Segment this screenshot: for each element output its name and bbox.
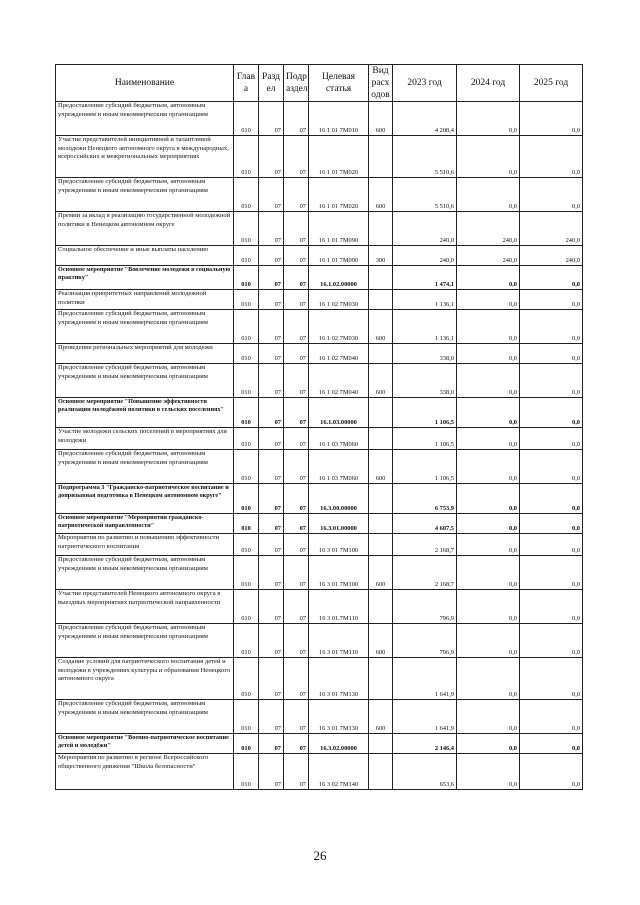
row-2025: 0,0 bbox=[520, 398, 583, 428]
row-glava: 010 bbox=[234, 556, 259, 590]
row-name: Создание условий для патриотического воспитания детей и молодежи в учреждениях культуры и образования Ненецкого автономного округа bbox=[56, 658, 234, 700]
row-2025: 0,0 bbox=[520, 658, 583, 700]
row-name: Предоставление субсидий бюджетным, автономным учреждениям и иным некоммерческим организациям bbox=[56, 450, 234, 484]
row-glava: 010 bbox=[234, 700, 259, 734]
row-2023: 4 607,5 bbox=[393, 514, 457, 534]
table-row bbox=[56, 428, 583, 450]
row-razdel: 07 bbox=[259, 178, 284, 212]
row-expense-type bbox=[369, 344, 393, 364]
row-name: Подпрограмма 3 "Гражданско-патриотическое воспитание и допризывная подготовка в Ненецком автономном округе" bbox=[56, 484, 234, 514]
row-razdel: 07 bbox=[259, 428, 284, 450]
row-razdel: 07 bbox=[259, 310, 284, 344]
row-2024: 0,0 bbox=[457, 514, 520, 534]
row-expense-type: 600 bbox=[369, 700, 393, 734]
table-row bbox=[56, 514, 583, 534]
row-name: Участие представителей инициативной и талантливой молодежи Ненецкого автономного округа в международных, всероссийских и межрегиональных мероприятиях bbox=[56, 136, 234, 178]
row-name: Мероприятия по развитию и повышению эффективности патриотического воспитания bbox=[56, 534, 234, 556]
row-podrazdel: 07 bbox=[284, 364, 309, 398]
row-2024: 0,0 bbox=[457, 734, 520, 754]
row-razdel: 07 bbox=[259, 398, 284, 428]
header-target-article: Целевая статья bbox=[309, 65, 369, 102]
row-2025: 0,0 bbox=[520, 364, 583, 398]
row-glava: 010 bbox=[234, 734, 259, 754]
row-podrazdel: 07 bbox=[284, 344, 309, 364]
row-expense-type bbox=[369, 484, 393, 514]
row-name: Участие представителей Ненецкого автономного округа в выездных мероприятиях патриотической направленности bbox=[56, 590, 234, 624]
row-expense-type: 300 bbox=[369, 246, 393, 266]
row-expense-type bbox=[369, 590, 393, 624]
table-row bbox=[56, 102, 583, 136]
row-name: Мероприятия по развитию в регионе Всероссийского общественного движения "Школа безопасности" bbox=[56, 754, 234, 790]
row-razdel: 07 bbox=[259, 266, 284, 290]
table-row bbox=[56, 266, 583, 290]
row-target-article: 16.3.02.00000 bbox=[309, 734, 369, 754]
row-2024: 0,0 bbox=[457, 310, 520, 344]
header-2024: 2024 год bbox=[457, 65, 520, 102]
row-2025: 0,0 bbox=[520, 290, 583, 310]
row-target-article: 16.3.00.00000 bbox=[309, 484, 369, 514]
table-row bbox=[56, 310, 583, 344]
row-2025: 0,0 bbox=[520, 344, 583, 364]
row-2023: 338,0 bbox=[393, 364, 457, 398]
row-2024: 240,0 bbox=[457, 246, 520, 266]
row-target-article: 16 1 02 7М040 bbox=[309, 364, 369, 398]
row-glava: 010 bbox=[234, 754, 259, 790]
row-2025: 0,0 bbox=[520, 310, 583, 344]
row-expense-type bbox=[369, 136, 393, 178]
row-2024: 0,0 bbox=[457, 484, 520, 514]
row-podrazdel: 07 bbox=[284, 266, 309, 290]
header-glava: Глав а bbox=[234, 65, 259, 102]
row-glava: 010 bbox=[234, 534, 259, 556]
table-row bbox=[56, 212, 583, 246]
header-2025: 2025 год bbox=[520, 65, 583, 102]
row-podrazdel: 07 bbox=[284, 246, 309, 266]
row-target-article: 16.1.02.00000 bbox=[309, 266, 369, 290]
row-target-article: 16.1.03.00000 bbox=[309, 398, 369, 428]
row-target-article: 16 3 01 7М130 bbox=[309, 658, 369, 700]
table-row bbox=[56, 246, 583, 266]
row-2024: 0,0 bbox=[457, 266, 520, 290]
row-razdel: 07 bbox=[259, 658, 284, 700]
row-2023: 1 641,9 bbox=[393, 700, 457, 734]
row-2025: 240,0 bbox=[520, 212, 583, 246]
row-razdel: 07 bbox=[259, 590, 284, 624]
row-podrazdel: 07 bbox=[284, 514, 309, 534]
table-row bbox=[56, 734, 583, 754]
row-2023: 653,6 bbox=[393, 754, 457, 790]
row-glava: 010 bbox=[234, 102, 259, 136]
row-2023: 1 136,1 bbox=[393, 290, 457, 310]
page-number: 26 bbox=[313, 848, 327, 863]
row-razdel: 07 bbox=[259, 556, 284, 590]
row-razdel: 07 bbox=[259, 102, 284, 136]
row-2025: 0,0 bbox=[520, 514, 583, 534]
row-target-article: 16 1 01 7М010 bbox=[309, 102, 369, 136]
row-2025: 0,0 bbox=[520, 484, 583, 514]
row-2023: 796,9 bbox=[393, 624, 457, 658]
row-podrazdel: 07 bbox=[284, 624, 309, 658]
row-expense-type: 600 bbox=[369, 450, 393, 484]
row-2025: 0,0 bbox=[520, 700, 583, 734]
row-2025: 0,0 bbox=[520, 734, 583, 754]
row-2025: 240,0 bbox=[520, 246, 583, 266]
table-row bbox=[56, 344, 583, 364]
row-razdel: 07 bbox=[259, 136, 284, 178]
table-row bbox=[56, 590, 583, 624]
row-target-article: 16.3.01.00000 bbox=[309, 514, 369, 534]
table-row bbox=[56, 624, 583, 658]
row-2025: 0,0 bbox=[520, 556, 583, 590]
row-podrazdel: 07 bbox=[284, 136, 309, 178]
row-expense-type: 600 bbox=[369, 178, 393, 212]
row-podrazdel: 07 bbox=[284, 310, 309, 344]
row-razdel: 07 bbox=[259, 734, 284, 754]
row-podrazdel: 07 bbox=[284, 450, 309, 484]
row-razdel: 07 bbox=[259, 624, 284, 658]
row-2025: 0,0 bbox=[520, 590, 583, 624]
row-glava: 010 bbox=[234, 290, 259, 310]
row-name: Предоставление субсидий бюджетным, автономным учреждениям и иным некоммерческим организациям bbox=[56, 624, 234, 658]
row-2024: 240,0 bbox=[457, 212, 520, 246]
row-2023: 1 474,1 bbox=[393, 266, 457, 290]
row-2024: 0,0 bbox=[457, 428, 520, 450]
row-target-article: 16 1 01 7М020 bbox=[309, 178, 369, 212]
row-name: Предоставление субсидий бюджетным, автономным учреждениям и иным некоммерческим организациям bbox=[56, 364, 234, 398]
row-2025: 0,0 bbox=[520, 178, 583, 212]
row-expense-type: 600 bbox=[369, 102, 393, 136]
row-glava: 010 bbox=[234, 450, 259, 484]
row-name: Предоставление субсидий бюджетным, автономным учреждениям и иным некоммерческим организациям bbox=[56, 556, 234, 590]
row-2025: 0,0 bbox=[520, 266, 583, 290]
row-glava: 010 bbox=[234, 624, 259, 658]
table-row bbox=[56, 136, 583, 178]
row-2023: 1 641,9 bbox=[393, 658, 457, 700]
row-name: Предоставление субсидий бюджетным, автономным учреждениям и иным некоммерческим организациям bbox=[56, 178, 234, 212]
table-row bbox=[56, 178, 583, 212]
row-2024: 0,0 bbox=[457, 136, 520, 178]
row-2023: 1 106,5 bbox=[393, 428, 457, 450]
row-expense-type: 600 bbox=[369, 556, 393, 590]
row-razdel: 07 bbox=[259, 484, 284, 514]
table-row bbox=[56, 700, 583, 734]
header-name: Наименование bbox=[56, 65, 234, 102]
row-2023: 4 208,4 bbox=[393, 102, 457, 136]
row-glava: 010 bbox=[234, 246, 259, 266]
row-glava: 010 bbox=[234, 514, 259, 534]
row-razdel: 07 bbox=[259, 344, 284, 364]
table-header-row bbox=[56, 65, 583, 102]
table-row bbox=[56, 290, 583, 310]
row-expense-type bbox=[369, 398, 393, 428]
row-2025: 0,0 bbox=[520, 534, 583, 556]
row-target-article: 16 1 01 7М090 bbox=[309, 212, 369, 246]
row-2023: 2 168,7 bbox=[393, 556, 457, 590]
row-glava: 010 bbox=[234, 178, 259, 212]
row-2024: 0,0 bbox=[457, 754, 520, 790]
row-target-article: 16 1 02 7М040 bbox=[309, 344, 369, 364]
row-razdel: 07 bbox=[259, 700, 284, 734]
row-2024: 0,0 bbox=[457, 556, 520, 590]
row-2024: 0,0 bbox=[457, 450, 520, 484]
row-target-article: 16 3 01 7М130 bbox=[309, 700, 369, 734]
row-glava: 010 bbox=[234, 484, 259, 514]
row-name: Основное мероприятие "Военно-патриотическое воспитание детей и молодёжи" bbox=[56, 734, 234, 754]
row-2023: 5 510,6 bbox=[393, 178, 457, 212]
row-2024: 0,0 bbox=[457, 102, 520, 136]
row-target-article: 16 1 02 7М030 bbox=[309, 310, 369, 344]
row-podrazdel: 07 bbox=[284, 212, 309, 246]
header-podrazdel: Подр аздел bbox=[284, 65, 309, 102]
row-target-article: 16 3 01 7М110 bbox=[309, 624, 369, 658]
row-name: Предоставление субсидий бюджетным, автономным учреждениям и иным некоммерческим организациям bbox=[56, 310, 234, 344]
row-expense-type bbox=[369, 290, 393, 310]
row-expense-type: 600 bbox=[369, 624, 393, 658]
row-2023: 338,0 bbox=[393, 344, 457, 364]
row-podrazdel: 07 bbox=[284, 700, 309, 734]
row-2023: 2 146,4 bbox=[393, 734, 457, 754]
row-glava: 010 bbox=[234, 658, 259, 700]
row-target-article: 16 1 03 7М060 bbox=[309, 450, 369, 484]
row-target-article: 16 3 01.7М110 bbox=[309, 590, 369, 624]
row-podrazdel: 07 bbox=[284, 102, 309, 136]
table-body bbox=[56, 102, 583, 790]
row-podrazdel: 07 bbox=[284, 178, 309, 212]
row-2023: 2 168,7 bbox=[393, 534, 457, 556]
row-2023: 5 510,6 bbox=[393, 136, 457, 178]
row-podrazdel: 07 bbox=[284, 754, 309, 790]
row-expense-type: 600 bbox=[369, 364, 393, 398]
row-target-article: 16 1 03 7М060 bbox=[309, 428, 369, 450]
row-razdel: 07 bbox=[259, 246, 284, 266]
table-row bbox=[56, 556, 583, 590]
budget-table-container bbox=[55, 64, 582, 790]
row-expense-type bbox=[369, 514, 393, 534]
table-row bbox=[56, 364, 583, 398]
row-2024: 0,0 bbox=[457, 364, 520, 398]
row-2024: 0,0 bbox=[457, 398, 520, 428]
row-2023: 1 106,5 bbox=[393, 450, 457, 484]
row-glava: 010 bbox=[234, 590, 259, 624]
row-expense-type bbox=[369, 428, 393, 450]
row-expense-type bbox=[369, 658, 393, 700]
row-2025: 0,0 bbox=[520, 624, 583, 658]
header-2023: 2023 год bbox=[393, 65, 457, 102]
row-2024: 0,0 bbox=[457, 534, 520, 556]
row-name: Предоставление субсидий бюджетным, автономным учреждениям и иным некоммерческим организациям bbox=[56, 102, 234, 136]
row-2025: 0,0 bbox=[520, 450, 583, 484]
row-2024: 0,0 bbox=[457, 590, 520, 624]
row-expense-type bbox=[369, 266, 393, 290]
row-2025: 0,0 bbox=[520, 102, 583, 136]
row-2024: 0,0 bbox=[457, 700, 520, 734]
row-2024: 0,0 bbox=[457, 344, 520, 364]
row-2025: 0,0 bbox=[520, 428, 583, 450]
row-name: Проведение региональных мероприятий для молодежи bbox=[56, 344, 234, 364]
row-razdel: 07 bbox=[259, 450, 284, 484]
row-2023: 240,0 bbox=[393, 212, 457, 246]
row-glava: 010 bbox=[234, 428, 259, 450]
table-row bbox=[56, 534, 583, 556]
row-podrazdel: 07 bbox=[284, 556, 309, 590]
row-2024: 0,0 bbox=[457, 624, 520, 658]
row-podrazdel: 07 bbox=[284, 290, 309, 310]
row-podrazdel: 07 bbox=[284, 534, 309, 556]
row-target-article: 16 3 01 7М100 bbox=[309, 534, 369, 556]
row-glava: 010 bbox=[234, 344, 259, 364]
header-expense-type: Вид расх одов bbox=[369, 65, 393, 102]
row-podrazdel: 07 bbox=[284, 484, 309, 514]
row-target-article: 16 1 01 7М020 bbox=[309, 136, 369, 178]
row-razdel: 07 bbox=[259, 754, 284, 790]
row-target-article: 16 3 02 7М140 bbox=[309, 754, 369, 790]
budget-table bbox=[55, 64, 583, 790]
row-name: Основное мероприятие "Повышение эффективности реализации молодёжной политики в сельских поселениях" bbox=[56, 398, 234, 428]
row-razdel: 07 bbox=[259, 290, 284, 310]
row-razdel: 07 bbox=[259, 514, 284, 534]
row-expense-type bbox=[369, 734, 393, 754]
row-target-article: 16 1 01 7М090 bbox=[309, 246, 369, 266]
table-row bbox=[56, 658, 583, 700]
row-name: Основное мероприятие "Вовлечение молодежи в социальную практику" bbox=[56, 266, 234, 290]
row-podrazdel: 07 bbox=[284, 428, 309, 450]
row-expense-type bbox=[369, 754, 393, 790]
table-row bbox=[56, 450, 583, 484]
row-razdel: 07 bbox=[259, 212, 284, 246]
row-2023: 1 136,1 bbox=[393, 310, 457, 344]
row-name: Участие молодежи сельских поселений в мероприятиях для молодежи bbox=[56, 428, 234, 450]
header-razdel: Разд ел bbox=[259, 65, 284, 102]
row-2023: 6 753,9 bbox=[393, 484, 457, 514]
row-glava: 010 bbox=[234, 136, 259, 178]
row-name: Социальное обеспечение и иные выплаты населению bbox=[56, 246, 234, 266]
row-2025: 0,0 bbox=[520, 136, 583, 178]
row-podrazdel: 07 bbox=[284, 658, 309, 700]
row-glava: 010 bbox=[234, 212, 259, 246]
row-glava: 010 bbox=[234, 364, 259, 398]
row-razdel: 07 bbox=[259, 364, 284, 398]
row-2023: 796,9 bbox=[393, 590, 457, 624]
table-row bbox=[56, 754, 583, 790]
row-2023: 1 106,5 bbox=[393, 398, 457, 428]
row-glava: 010 bbox=[234, 266, 259, 290]
row-podrazdel: 07 bbox=[284, 398, 309, 428]
table-row bbox=[56, 484, 583, 514]
row-expense-type bbox=[369, 212, 393, 246]
row-name: Премии за вклад в реализацию государственной молодежной политики в Ненецком автономном округе bbox=[56, 212, 234, 246]
row-glava: 010 bbox=[234, 398, 259, 428]
row-razdel: 07 bbox=[259, 534, 284, 556]
row-podrazdel: 07 bbox=[284, 590, 309, 624]
row-2024: 0,0 bbox=[457, 658, 520, 700]
row-expense-type bbox=[369, 534, 393, 556]
row-2024: 0,0 bbox=[457, 178, 520, 212]
table-row bbox=[56, 398, 583, 428]
row-target-article: 16 1 02 7М030 bbox=[309, 290, 369, 310]
row-name: Основное мероприятие "Мероприятия гражданско-патриотической направленности" bbox=[56, 514, 234, 534]
row-glava: 010 bbox=[234, 310, 259, 344]
row-2023: 240,0 bbox=[393, 246, 457, 266]
row-2025: 0,0 bbox=[520, 754, 583, 790]
row-target-article: 16 3 01 7М100 bbox=[309, 556, 369, 590]
row-2024: 0,0 bbox=[457, 290, 520, 310]
row-name: Реализация приоритетных направлений молодежной политики bbox=[56, 290, 234, 310]
row-name: Предоставление субсидий бюджетным, автономным учреждениям и иным некоммерческим организациям bbox=[56, 700, 234, 734]
row-expense-type: 600 bbox=[369, 310, 393, 344]
row-podrazdel: 07 bbox=[284, 734, 309, 754]
